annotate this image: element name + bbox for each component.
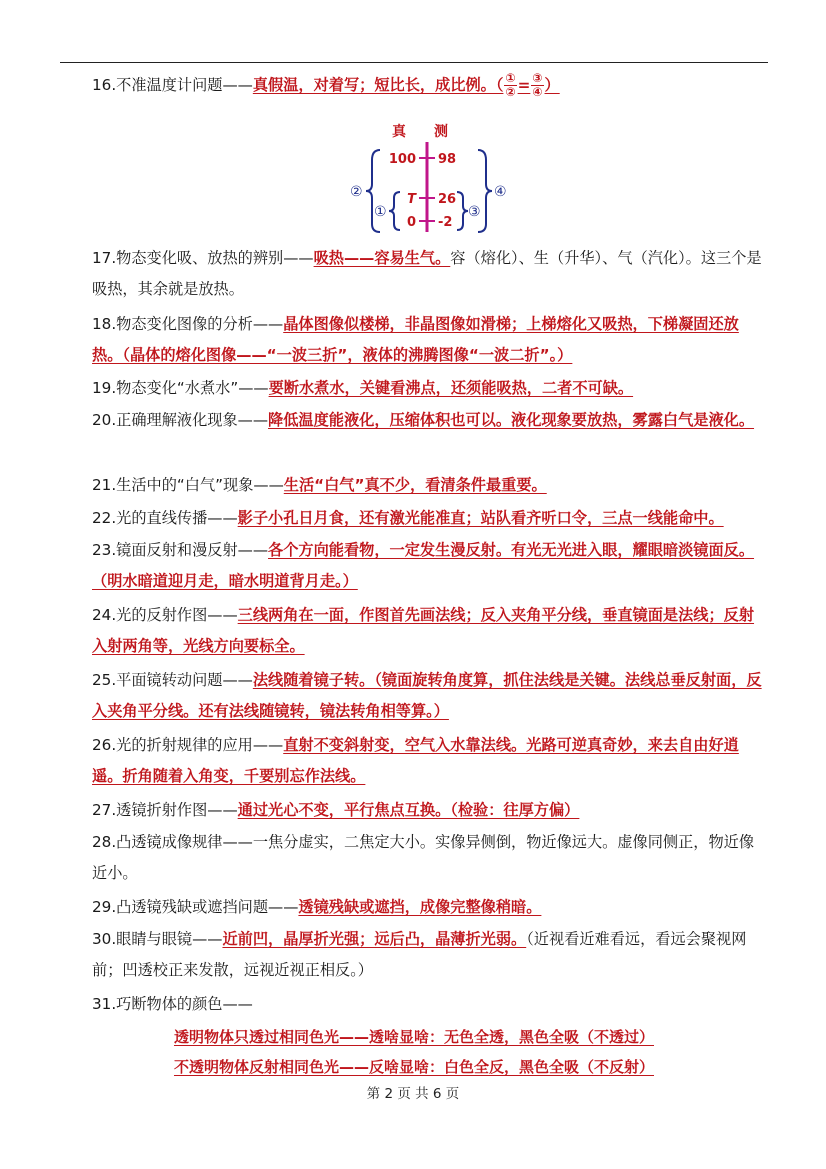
label-measured: 测 (434, 124, 448, 140)
item-17: 17.物态变化吸、放热的辨别——吸热——容易生气。容（熔化）、生（升华）、气（汽化）。这三个是吸热，其余就是放热。 (92, 249, 762, 298)
measured-top: 98 (438, 152, 457, 167)
item-24: 24.光的反射作图——三线两角在一面，作图首先画法线；反入夹角平分线，垂直镜面是法线；反射入射两角等，光线方向要标全。 (92, 606, 755, 655)
true-mid: T (407, 192, 416, 207)
circle-2: ② (350, 184, 363, 200)
item-16-head: 16.不准温度计问题—— (92, 76, 253, 94)
item-29: 29.凸透镜残缺或遮挡问题——透镜残缺或遮挡，成像完整像稍暗。 (92, 898, 542, 916)
item-23: 23.镜面反射和漫反射——各个方向能看物，一定发生漫反射。有光无光进入眼，耀眼暗淡镜面反。（明水暗道迎月走，暗水明道背月走。） (92, 541, 755, 590)
measured-bot: -2 (438, 215, 453, 230)
circle-1: ① (374, 204, 387, 220)
page-footer: 第 2 页 共 6 页 (366, 1086, 460, 1102)
item-26: 26.光的折射规律的应用——直射不变斜射变，空气入水靠法线。光路可逆真奇妙，来去自由好逍遥。折角随着入角变，千要别忘作法线。 (92, 736, 739, 785)
true-bot: 0 (406, 215, 416, 230)
true-top: 100 (388, 152, 416, 167)
item-27: 27.透镜折射作图——通过光心不变，平行焦点互换。（检验：往厚方偏） (92, 801, 580, 819)
circle-4: ④ (494, 184, 507, 200)
label-true: 真 (392, 124, 406, 140)
item-16 (60, 70, 768, 101)
item-19: 19.物态变化“水煮水”——要断水煮水，关键看沸点，还须能吸热，二者不可缺。 (92, 379, 634, 397)
item-22: 22.光的直线传播——影子小孔日月食，还有激光能准直；站队看齐听口令，三点一线能命中。 (92, 509, 724, 527)
item-16-key: 真假温，对着写；短比长，成比例。（ $\frac{\text{①}}{\text{②}}$ = $\frac{\text{③}}{\text{④}}$ ） (252, 71, 560, 99)
color-line-transparent: 透明物体只透过相同色光——透啥显啥：无色全透，黑色全吸（不透过） (173, 1028, 654, 1046)
item-28: 28.凸透镜成像规律——一焦分虚实，二焦定大小。实像异侧倒，物近像远大。虚像同侧正，物近像近小。 (92, 833, 755, 882)
header-rule (60, 62, 768, 63)
color-line-opaque: 不透明物体反射相同色光——反啥显啥：白色全反，黑色全吸（不反射） (173, 1058, 654, 1076)
item-21: 21.生活中的“白气”现象——生活“白气”真不少，看清条件最重要。 (92, 476, 547, 494)
fraction-right: $\frac{\text{③}}{\text{④}}$ (532, 71, 543, 99)
measured-mid: 26 (438, 192, 457, 207)
item-18: 18.物态变化图像的分析——晶体图像似楼梯，非晶图像如滑梯；上梯熔化又吸热，下梯凝固还放热。（晶体的熔化图像——“一波三折”，液体的沸腾图像“一波二折”。） (92, 315, 739, 364)
fraction-left: $\frac{\text{①}}{\text{②}}$ (505, 71, 516, 99)
brace-inner-right (457, 192, 468, 230)
circle-3: ③ (468, 204, 481, 220)
item-31: 31.巧断物体的颜色—— (92, 995, 253, 1013)
item-25: 25.平面镜转动问题——法线随着镜子转。（镜面旋转角度算，抓住法线是关键。法线总垂反射面，反入夹角平分线。还有法线随镜转，镜法转角相等算。） (92, 671, 762, 720)
brace-inner-left (389, 192, 400, 230)
item-20: 20.正确理解液化现象——降低温度能液化，压缩体积也可以。液化现象要放热，雾露白气是液化。 (92, 411, 755, 429)
item-30: 30.眼睛与眼镜——近前凹，晶厚折光强；远后凸，晶薄折光弱。（近视看近难看远，看远会聚视网前；凹透校正来发散，远视近视正相反。） (92, 930, 747, 979)
thermometer-diagram (340, 120, 520, 238)
